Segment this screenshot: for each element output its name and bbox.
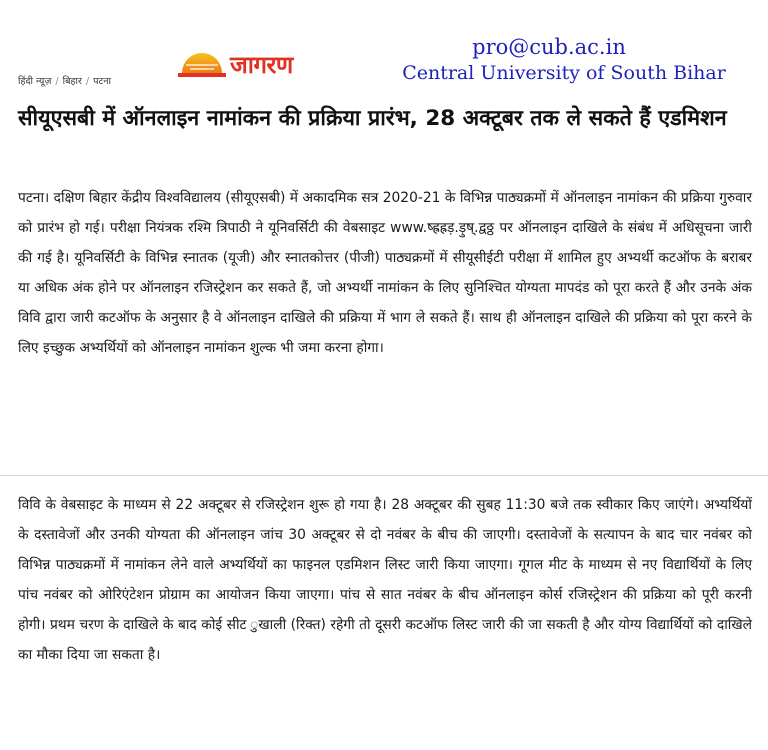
contact-block [384,34,744,86]
header [0,0,768,96]
paragraph-divider [0,475,768,476]
breadcrumb-item-bihar[interactable]: बिहार [62,76,82,87]
article-title: सीयूएसबी में ऑनलाइन नामांकन की प्रक्रिया प्रारंभ, 28 अक्टूबर तक ले सकते हैं एडमिशन [18,106,727,131]
article-paragraph: विवि के वेबसाइट के माध्यम से 22 अक्टूबर से रजिस्ट्रेशन शुरू हो गया है। 28 अक्टूबर की सुबह 11:30 बजे तक स्वीकार किए जाएंगे। अभ्यर्थियों के दस्तावेजों और उनकी योग्यता की ऑनलाइन जांच 30 अक्टूबर से दो नवंबर के बीच की जाएगी। दस्तावेजों के सत्यापन के बाद चार नवंबर को विभिन्न पाठ्यक्रमों में नामांकन लेने वाले अभ्यर्थियों का फाइनल एडमिशन लिस्ट जारी किया जाएगा। गूगल मीट के माध्यम से नए विद्यार्थियों के लिए पांच नवंबर को ओरिएंटेशन प्रोग्राम का आयोजन किया जाएगा। पांच से सात नवंबर के बीच ऑनलाइन कोर्स रजिस्ट्रेशन की प्रक्रिया को पूरी करनी होगी। प्रथम चरण के दाखिले के बाद कोई सीट ुखाली (रिक्त) रहेगी तो दूसरी कटऑफ लिस्ट जारी की जा सकती है और योग्य विद्यार्थियों को दाखिले का मौका दिया जा सकता है। [18,497,752,663]
breadcrumb-separator: / [55,76,59,87]
article-paragraph: पटना। दक्षिण बिहार केंद्रीय विश्वविद्यालय (सीयूएसबी) में अकादमिक सत्र 2020-21 के विभिन्न पाठ्यक्रमों में ऑनलाइन नामांकन की प्रक्रिया गुरुवार को प्रारंभ हो गई। परीक्षा नियंत्रक रश्मि त्रिपाठी ने यूनिवर्सिटी की वेबसाइट www.ष्ह्रह्रड़.ड़ुष्.द्वठ्ठ पर ऑनलाइन दाखिले के संबंध में अधिसूचना जारी की गई है। यूनिवर्सिटी के विभिन्न स्नातक (यूजी) और स्नातकोत्तर (पीजी) पाठ्यक्रमों में सीयूसीईटी परीक्षा में शामिल हुए अभ्यर्थी कटऑफ के बराबर या अधिक अंक होने पर ऑनलाइन रजिस्ट्रेशन कर सकते हैं, जो अभ्यर्थी नामांकन के लिए सुनिश्चित योग्यता मापदंड को पूरा करते हैं और उनके अंक विवि द्वारा जारी कटऑफ के अनुसार है वे ऑनलाइन दाखिले की प्रक्रिया में भाग ले सकते हैं। साथ ही ऑनलाइन दाखिले की प्रक्रिया को पूरा करने के लिए इच्छुक अभ्यर्थियों को ऑनलाइन नामांकन शुल्क भी जमा करना होगा। [18,190,752,356]
breadcrumb [18,74,111,87]
contact-email: pro@cub.ac.in [472,35,626,59]
breadcrumb-separator: / [85,76,90,87]
rising-sun-logo-icon [178,51,226,77]
breadcrumb-item-patna[interactable]: पटना [93,76,112,87]
jagran-logo[interactable] [178,48,293,80]
contact-organization: Central University of South Bihar [402,62,726,84]
breadcrumb-item-hindi-news[interactable]: हिंदी न्यूज़ [18,76,52,87]
logo-text: जागरण [230,50,293,79]
